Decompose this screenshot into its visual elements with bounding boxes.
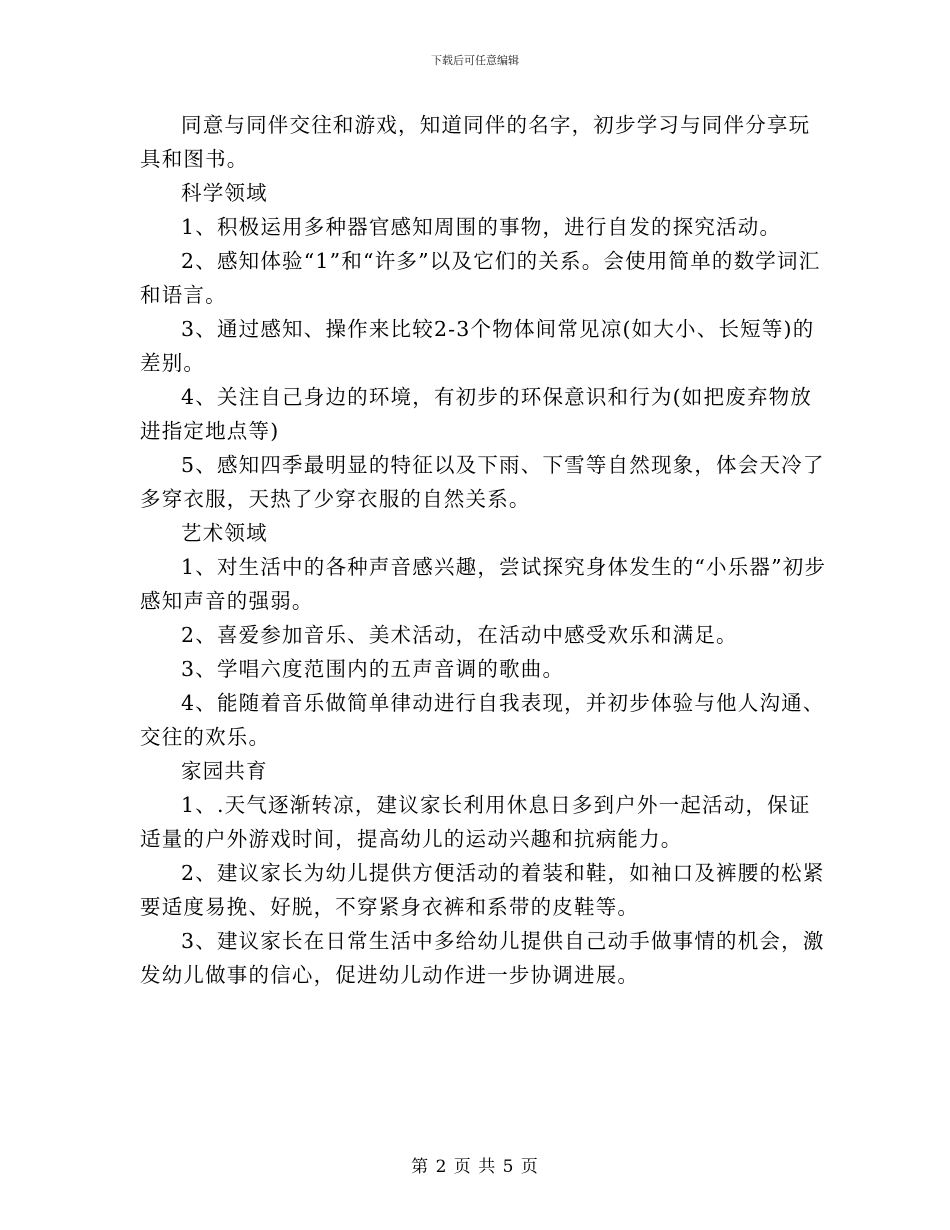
section-heading-science: 科学领域 xyxy=(181,181,268,205)
page-header: 下载后可任意编辑 xyxy=(431,54,519,67)
section-heading-home-school: 家园共育 xyxy=(181,759,268,783)
science-item-3: 3、通过感知、操作来比较2-3个物体间常见凉(如大小、长短等)的差别。 xyxy=(140,317,815,375)
document-body xyxy=(140,108,830,992)
art-item-1: 1、对生活中的各种声音感兴趣，尝试探究身体发生的“小乐器”初步感知声音的强弱。 xyxy=(140,555,827,613)
science-item-2: 2、感知体验“1”和“许多”以及它们的关系。会使用简单的数学词汇和语言。 xyxy=(140,249,821,307)
science-item-4: 4、关注自己身边的环境，有初步的环保意识和行为(如把废弃物放进指定地点等) xyxy=(140,385,813,443)
home-school-item-1: 1、.天气逐渐转凉，建议家长利用休息日多到户外一起活动，保证适量的户外游戏时间，提高幼儿的运动兴趣和抗病能力。 xyxy=(140,793,811,851)
section-heading-art: 艺术领域 xyxy=(181,521,268,545)
art-item-4: 4、能随着音乐做简单律动进行自我表现，并初步体验与他人沟通、交往的欢乐。 xyxy=(140,691,825,749)
art-item-3: 3、学唱六度范围内的五声音调的歌曲。 xyxy=(181,657,565,681)
home-school-item-3: 3、建议家长在日常生活中多给幼儿提供自己动手做事情的机会，激发幼儿做事的信心，促进幼儿动作进一步协调进展。 xyxy=(140,929,825,987)
paragraph-social-sharing: 同意与同伴交往和游戏，知道同伴的名字，初步学习与同伴分享玩具和图书。 xyxy=(140,113,811,171)
science-item-5: 5、感知四季最明显的特征以及下雨、下雪等自然现象，体会天冷了多穿衣服，天热了少穿衣服的自然关系。 xyxy=(140,453,825,511)
science-item-1: 1、积极运用多种器官感知周围的事物，进行自发的探究活动。 xyxy=(181,215,782,239)
page-number: 第 2 页 共 5 页 xyxy=(411,1157,539,1177)
home-school-item-2: 2、建议家长为幼儿提供方便活动的着装和鞋，如袖口及裤腰的松紧要适度易挽、好脱，不穿紧身衣裤和系带的皮鞋等。 xyxy=(140,861,825,919)
art-item-2: 2、喜爱参加音乐、美术活动，在活动中感受欢乐和满足。 xyxy=(181,623,738,647)
